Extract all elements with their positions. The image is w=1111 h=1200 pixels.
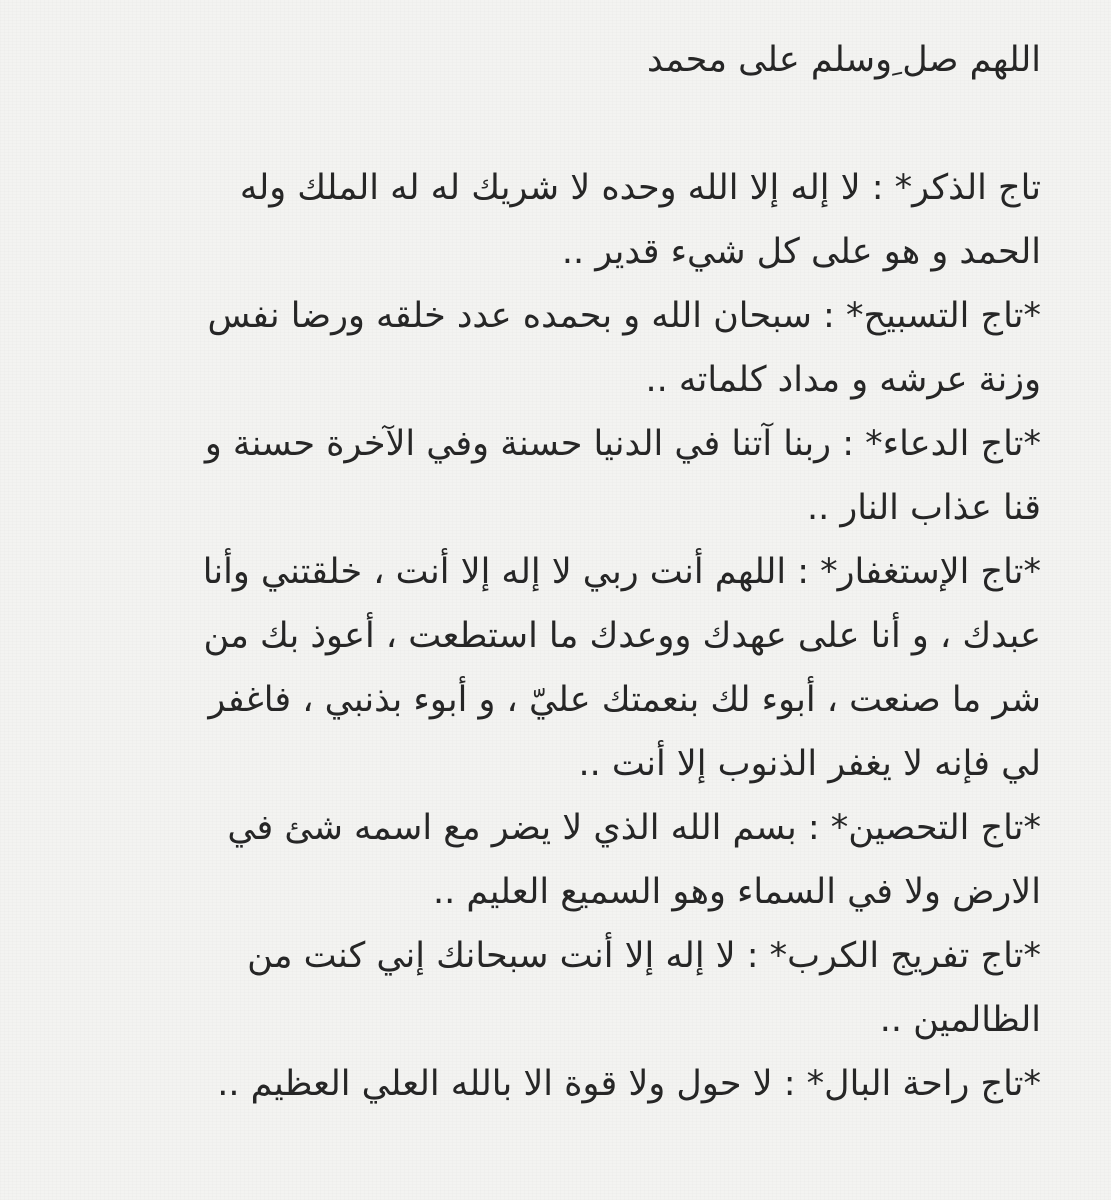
note-line-dua-1: *تاج الدعاء* : ربنا آتنا في الدنيا حسنة وفي الآخرة حسنة و [204, 424, 1041, 464]
note-body [28, 28, 1041, 1116]
note-line-tahseen-1: *تاج التحصين* : بسم الله الذي لا يضر مع اسمه شئ في [227, 808, 1041, 848]
note-line-istighfar-2: عبدك ، و أنا على عهدك ووعدك ما استطعت ، أعوذ بك من [203, 616, 1041, 656]
note-line-karb-1: *تاج تفريج الكرب* : لا إله إلا أنت سبحانك إني كنت من [247, 936, 1041, 976]
note-line-dua-2: قنا عذاب النار .. [806, 488, 1041, 528]
blank-line [28, 92, 1041, 156]
note-heading: اللهم صل ِوسلم على محمد [647, 40, 1041, 80]
note-line-rahat-al-bal: *تاج راحة البال* : لا حول ولا قوة الا بالله العلي العظيم .. [217, 1064, 1041, 1104]
note-line-istighfar-1: *تاج الإستغفار* : اللهم أنت ربي لا إله إلا أنت ، خلقتني وأنا [202, 552, 1041, 592]
note-line-tasbih-2: وزنة عرشه و مداد كلماته .. [645, 360, 1041, 400]
note-line-dhikr-1: تاج الذكر* : لا إله إلا الله وحده لا شريك له له الملك وله [239, 168, 1041, 208]
note-line-karb-2: الظالمين .. [879, 1000, 1041, 1040]
note-line-tahseen-2: الارض ولا في السماء وهو السميع العليم .. [433, 872, 1041, 912]
note-line-tasbih-1: *تاج التسبيح* : سبحان الله و بحمده عدد خلقه ورضا نفس [207, 296, 1041, 336]
note-line-istighfar-4: لي فإنه لا يغفر الذنوب إلا أنت .. [578, 744, 1041, 784]
note-line-dhikr-2: الحمد و هو على كل شيء قدير .. [561, 232, 1041, 272]
note-line-istighfar-3: شر ما صنعت ، أبوء لك بنعمتك عليّ ، و أبوء بذنبي ، فاغفر [208, 680, 1041, 720]
